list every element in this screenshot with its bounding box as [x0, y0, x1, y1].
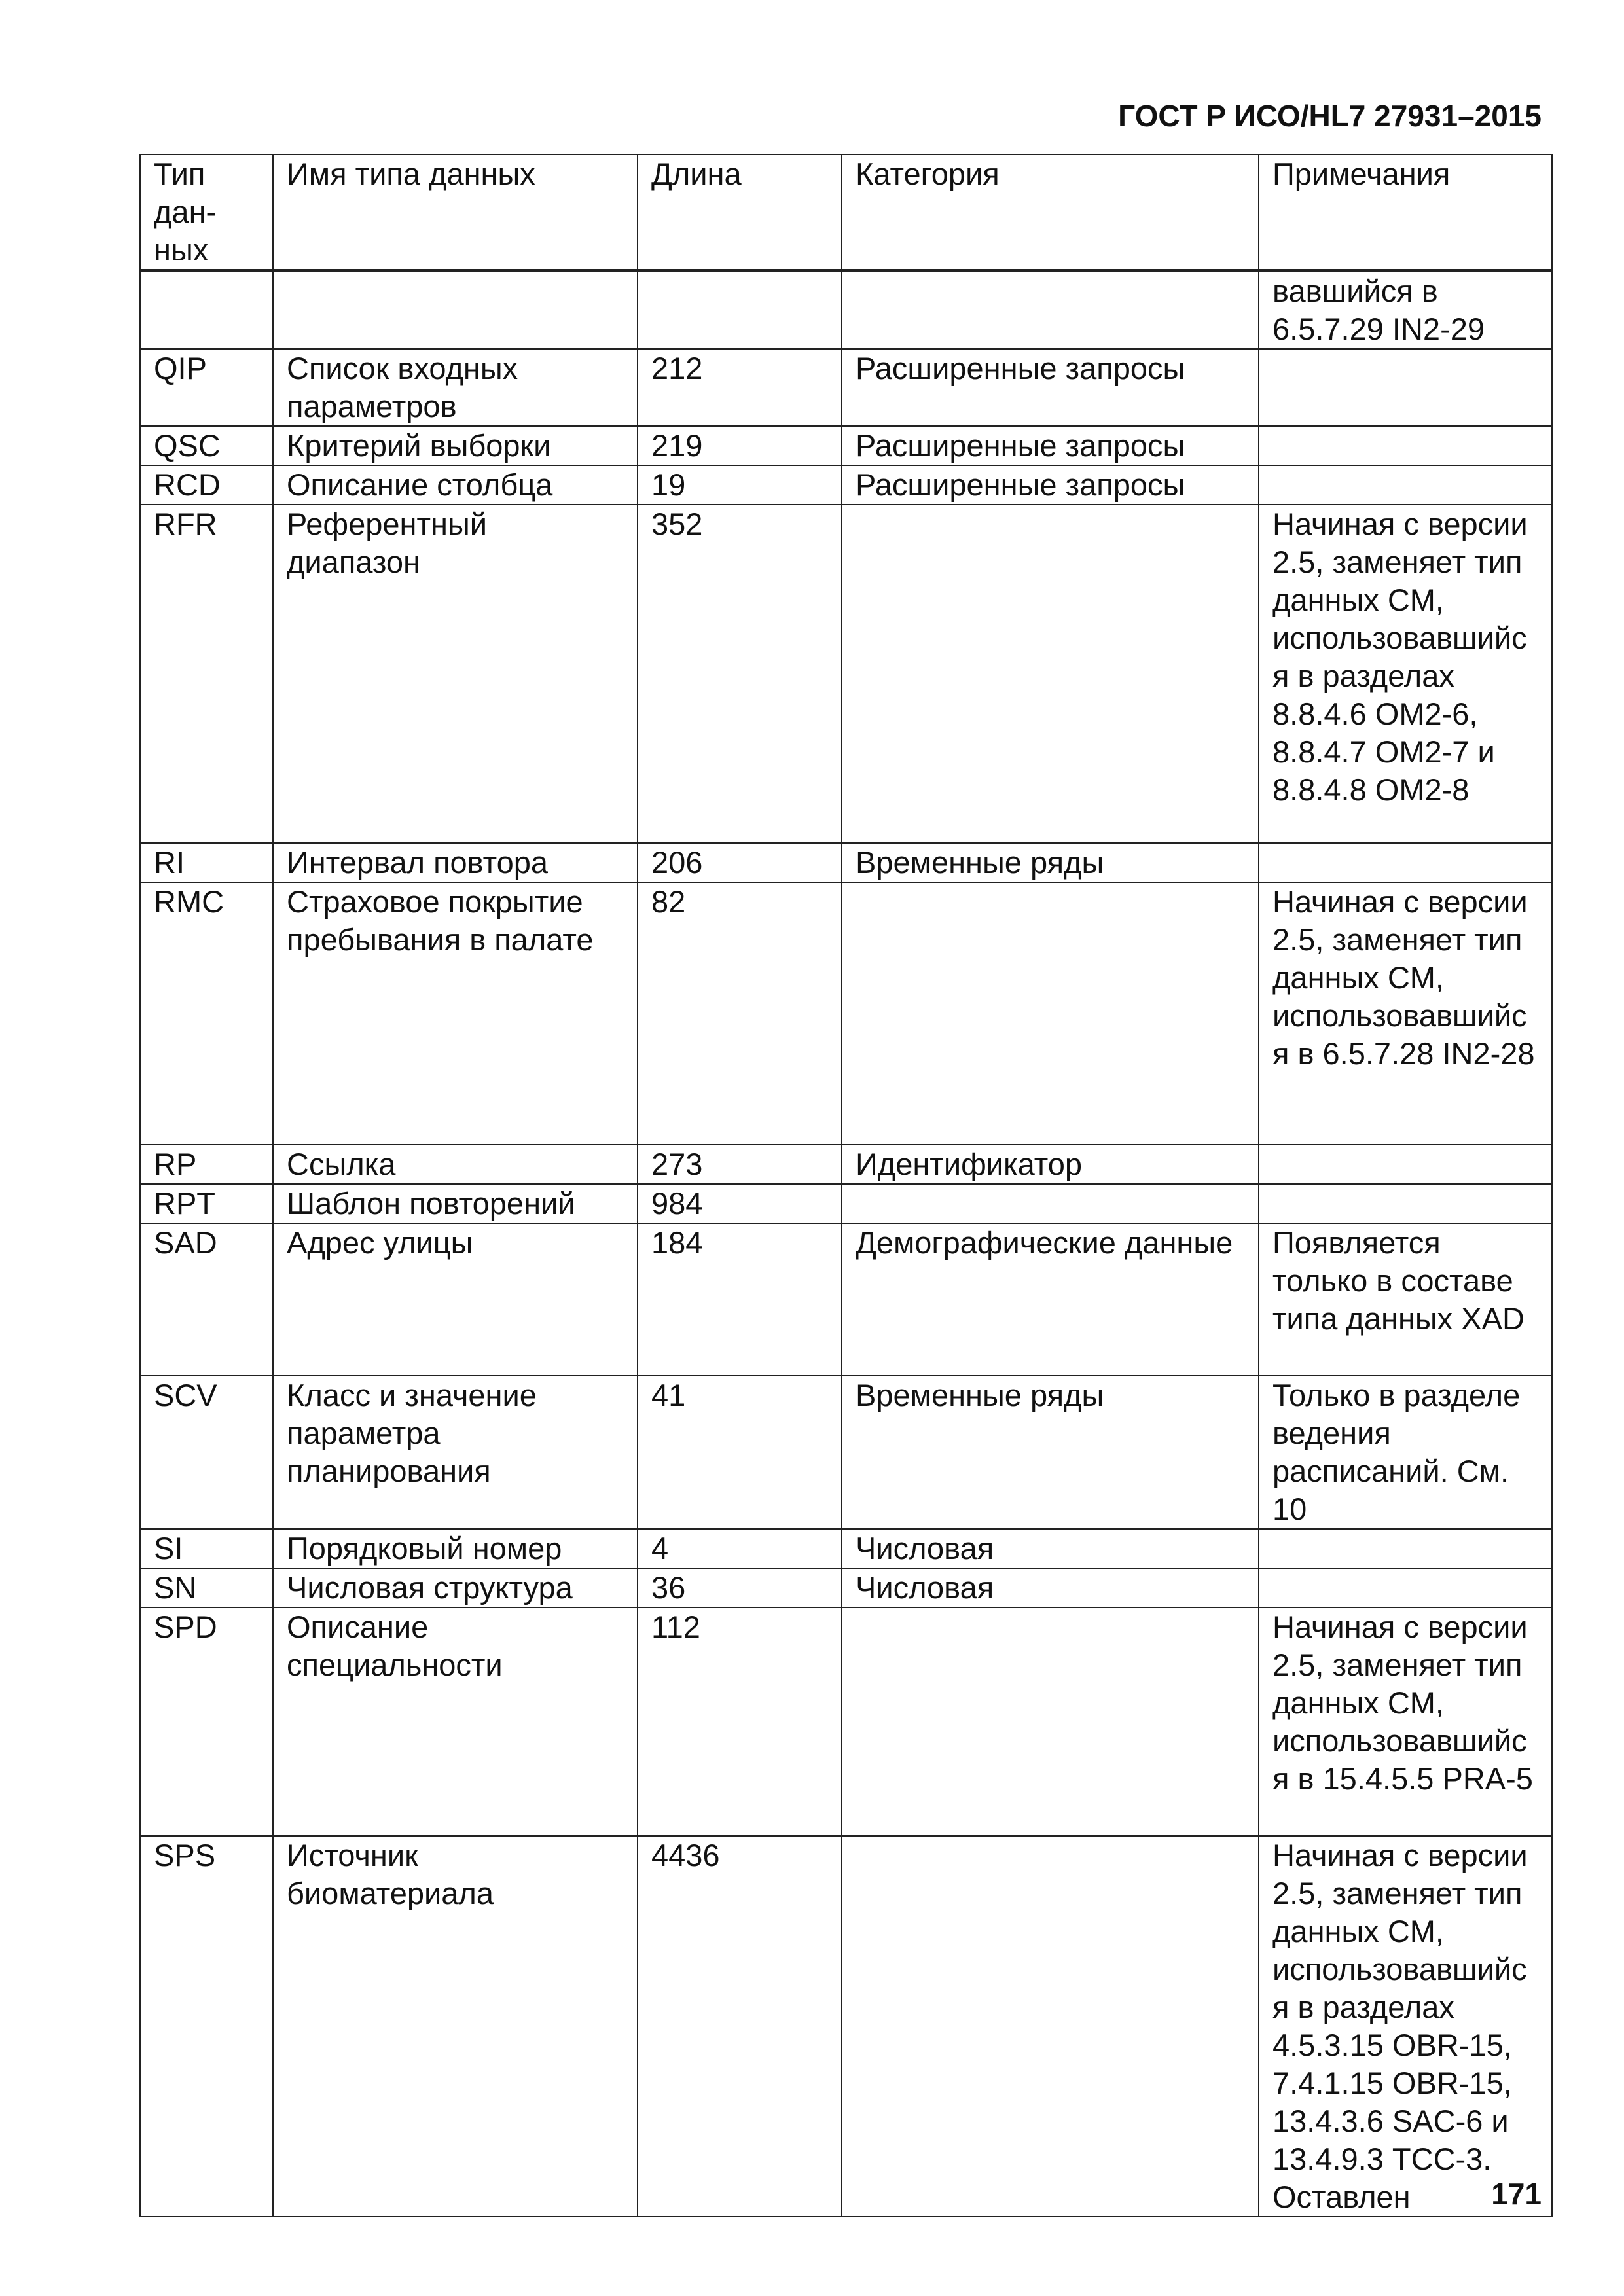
- cell-type: [140, 271, 273, 350]
- cell-category: Расширенные запросы: [842, 465, 1259, 505]
- cell-name: Адрес улицы: [273, 1223, 638, 1376]
- cell-name: [273, 271, 638, 350]
- cell-category: Числовая: [842, 1529, 1259, 1568]
- table-header-row: [140, 154, 1552, 271]
- cell-category: Временные ряды: [842, 843, 1259, 882]
- cell-length: 4436: [638, 1836, 842, 2217]
- cell-notes: Начиная с версии 2.5, заменяет тип данных CM, использовавшийся в разделах 4.5.3.15 OBR-15, 7.4.1.15 OBR-15, 13.4.3.6 SAC-6 и 13.4.9.3 TCC-3. Оставлен: [1259, 1836, 1552, 2217]
- cell-length: 41: [638, 1376, 842, 1529]
- cell-category: Демографические данные: [842, 1223, 1259, 1376]
- header-category: Категория: [842, 154, 1259, 271]
- table-row: [140, 271, 1552, 350]
- header-type: Тип дан-ных: [140, 154, 273, 271]
- cell-notes: [1259, 1568, 1552, 1607]
- table-body: [140, 271, 1552, 2217]
- table-row: [140, 1223, 1552, 1376]
- cell-notes: [1259, 426, 1552, 465]
- header-name: Имя типа данных: [273, 154, 638, 271]
- cell-type: RP: [140, 1145, 273, 1184]
- cell-type: RMC: [140, 882, 273, 1145]
- cell-length: 184: [638, 1223, 842, 1376]
- data-types-table: [139, 154, 1553, 2217]
- cell-type: QSC: [140, 426, 273, 465]
- cell-category: [842, 1184, 1259, 1223]
- cell-name: Класс и значение параметра планирования: [273, 1376, 638, 1529]
- cell-category: Идентификатор: [842, 1145, 1259, 1184]
- cell-type: SI: [140, 1529, 273, 1568]
- cell-name: Список входных параметров: [273, 349, 638, 426]
- cell-notes: Начиная с версии 2.5, заменяет тип данных CM, использовавшийся в 6.5.7.28 IN2-28: [1259, 882, 1552, 1145]
- cell-notes: Начиная с версии 2.5, заменяет тип данных CM, использовавшийся в 15.4.5.5 PRA-5: [1259, 1607, 1552, 1836]
- cell-notes: [1259, 465, 1552, 505]
- cell-type: RFR: [140, 505, 273, 843]
- cell-type: RCD: [140, 465, 273, 505]
- cell-notes: [1259, 843, 1552, 882]
- cell-length: 352: [638, 505, 842, 843]
- cell-length: 212: [638, 349, 842, 426]
- cell-name: Интервал повтора: [273, 843, 638, 882]
- cell-length: 4: [638, 1529, 842, 1568]
- cell-name: Страховое покрытие пребывания в палате: [273, 882, 638, 1145]
- cell-notes: вавшийся в 6.5.7.29 IN2-29: [1259, 271, 1552, 350]
- table-row: [140, 1568, 1552, 1607]
- table-row: [140, 1836, 1552, 2217]
- cell-notes: Только в разделе ведения расписаний. См. 10: [1259, 1376, 1552, 1529]
- cell-notes: Начиная с версии 2.5, заменяет тип данных CM, использовавшийся в разделах 8.8.4.6 OM2-6, 8.8.4.7 OM2-7 и 8.8.4.8 OM2-8: [1259, 505, 1552, 843]
- cell-name: Критерий выборки: [273, 426, 638, 465]
- table-row: [140, 505, 1552, 843]
- cell-notes: [1259, 349, 1552, 426]
- cell-length: 19: [638, 465, 842, 505]
- cell-length: 984: [638, 1184, 842, 1223]
- cell-name: Описание специальности: [273, 1607, 638, 1836]
- cell-category: Временные ряды: [842, 1376, 1259, 1529]
- cell-name: Ссылка: [273, 1145, 638, 1184]
- cell-category: [842, 1836, 1259, 2217]
- cell-length: 82: [638, 882, 842, 1145]
- table-row: [140, 1529, 1552, 1568]
- header-notes: Примечания: [1259, 154, 1552, 271]
- cell-notes: [1259, 1184, 1552, 1223]
- cell-category: Расширенные запросы: [842, 349, 1259, 426]
- cell-name: Шаблон повторений: [273, 1184, 638, 1223]
- table-row: [140, 1184, 1552, 1223]
- cell-name: Числовая структура: [273, 1568, 638, 1607]
- cell-name: Референтный диапазон: [273, 505, 638, 843]
- cell-type: SPD: [140, 1607, 273, 1836]
- cell-notes: [1259, 1529, 1552, 1568]
- cell-name: Описание столбца: [273, 465, 638, 505]
- cell-category: Числовая: [842, 1568, 1259, 1607]
- cell-notes: [1259, 1145, 1552, 1184]
- cell-length: 273: [638, 1145, 842, 1184]
- cell-category: [842, 505, 1259, 843]
- table-row: [140, 349, 1552, 426]
- cell-length: 112: [638, 1607, 842, 1836]
- table-row: [140, 882, 1552, 1145]
- cell-type: RPT: [140, 1184, 273, 1223]
- cell-type: QIP: [140, 349, 273, 426]
- cell-type: SN: [140, 1568, 273, 1607]
- cell-length: 36: [638, 1568, 842, 1607]
- cell-category: [842, 1607, 1259, 1836]
- table-row: [140, 426, 1552, 465]
- cell-length: 219: [638, 426, 842, 465]
- table-row: [140, 1376, 1552, 1529]
- cell-name: Порядковый номер: [273, 1529, 638, 1568]
- table-row: [140, 465, 1552, 505]
- standard-header: ГОСТ Р ИСО/HL7 27931–2015: [1118, 99, 1542, 133]
- cell-type: SPS: [140, 1836, 273, 2217]
- cell-type: RI: [140, 843, 273, 882]
- cell-category: [842, 271, 1259, 350]
- cell-length: 206: [638, 843, 842, 882]
- table-row: [140, 1607, 1552, 1836]
- cell-category: Расширенные запросы: [842, 426, 1259, 465]
- cell-name: Источник биоматериала: [273, 1836, 638, 2217]
- cell-type: SAD: [140, 1223, 273, 1376]
- table-row: [140, 843, 1552, 882]
- cell-length: [638, 271, 842, 350]
- table-row: [140, 1145, 1552, 1184]
- cell-category: [842, 882, 1259, 1145]
- cell-notes: Появляется только в составе типа данных XAD: [1259, 1223, 1552, 1376]
- page-number: 171: [1491, 2177, 1542, 2211]
- header-length: Длина: [638, 154, 842, 271]
- cell-type: SCV: [140, 1376, 273, 1529]
